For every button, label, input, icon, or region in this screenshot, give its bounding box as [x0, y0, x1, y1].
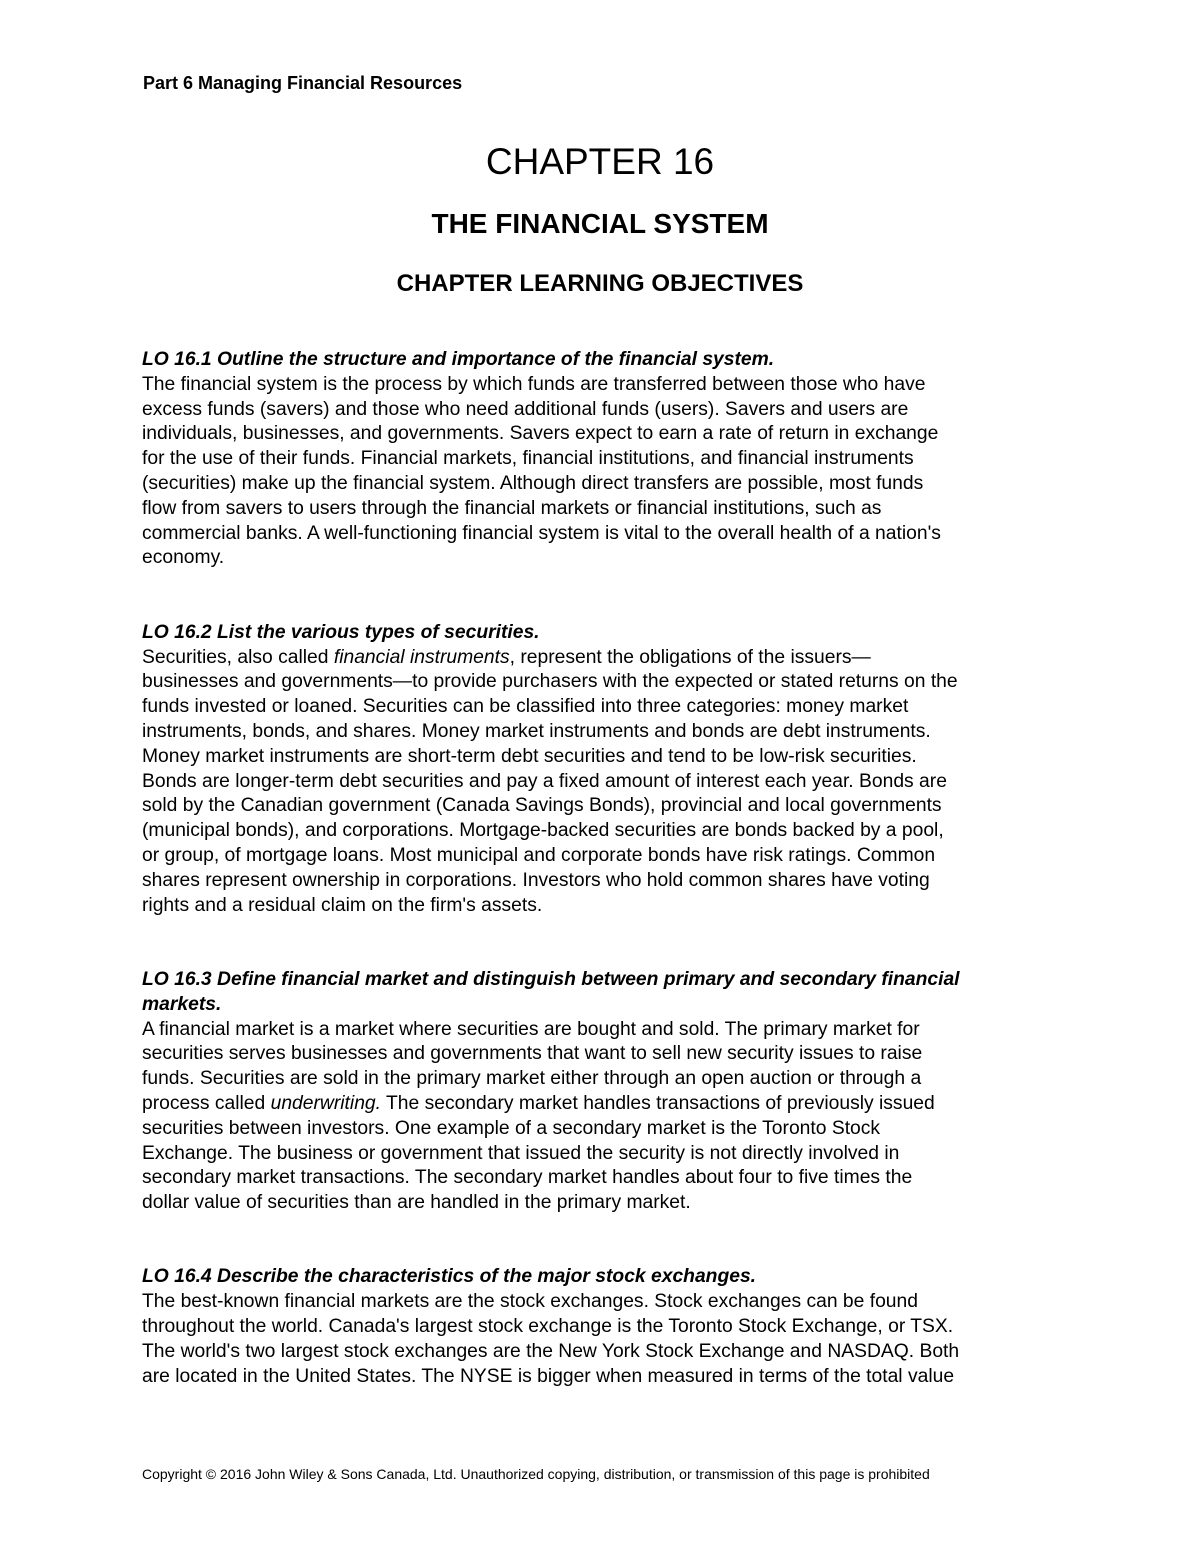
text-line: (securities) make up the financial system. Although direct transfers are possible, most funds: [142, 472, 924, 494]
text-line: businesses and governments—to provide purchasers with the expected or stated returns on the: [142, 671, 958, 693]
lo-16-1-heading: LO 16.1 Outline the structure and importance of the financial system.: [142, 349, 775, 370]
lo-16-4-text: [142, 1290, 1067, 1389]
text-line: (municipal bonds), and corporations. Mortgage-backed securities are bonds backed by a pool,: [142, 820, 944, 842]
lo-16-3-heading: [142, 968, 1067, 1018]
heading-line: markets.: [142, 993, 222, 1015]
copyright-footer: Copyright © 2016 John Wiley & Sons Canada, Ltd. Unauthorized copying, distribution, or transmission of this page is prohibited: [142, 1466, 930, 1482]
lo-16-4-heading: LO 16.4 Describe the characteristics of the major stock exchanges.: [142, 1266, 757, 1288]
lo-16-2-heading: LO 16.2 List the various types of securities.: [142, 621, 540, 643]
text-line: instruments, bonds, and shares. Money market instruments and bonds are debt instruments.: [142, 720, 931, 742]
text-line: Bonds are longer-term debt securities and pay a fixed amount of interest each year. Bonds are: [142, 770, 947, 792]
body-text: [142, 348, 1067, 1389]
text-line: are located in the United States. The NYSE is bigger when measured in terms of the total value: [142, 1365, 955, 1387]
text-line: The best-known financial markets are the stock exchanges. Stock exchanges can be found: [142, 1291, 918, 1313]
running-header: Part 6 Managing Financial Resources: [143, 73, 463, 93]
lo-16-1-section: [142, 348, 1067, 571]
text-line: secondary market transactions. The secondary market handles about four to five times the: [142, 1167, 913, 1189]
text-line: excess funds (savers) and those who need additional funds (users). Savers and users are: [142, 398, 909, 420]
lo-16-3-text: [142, 1018, 1067, 1216]
lo-16-2-text: [142, 646, 1067, 919]
text-line: shares represent ownership in corporations. Investors who hold common shares have voting: [142, 869, 930, 891]
text-line: funds. Securities are sold in the primary market either through an open auction or through a: [142, 1068, 922, 1090]
text-line: funds invested or loaned. Securities can be classified into three categories: money market: [142, 696, 909, 718]
text-line: commercial banks. A well-functioning financial system is vital to the overall health of a nation's: [142, 522, 941, 544]
text-line: or group, of mortgage loans. Most municipal and corporate bonds have risk ratings. Common: [142, 844, 936, 866]
text-run: The secondary market handles transactions of previously issued: [381, 1092, 935, 1114]
text-line: [142, 646, 1067, 671]
chapter-title: THE FINANCIAL SYSTEM: [431, 208, 769, 239]
chapter-number: CHAPTER 16: [485, 141, 715, 182]
text-run: , represent the obligations of the issuers—: [509, 646, 871, 668]
lo-16-1-text: [142, 373, 1067, 571]
text-line: throughout the world. Canada's largest stock exchange is the Toronto Stock Exchange, or TSX.: [142, 1316, 954, 1338]
text-run: process called: [142, 1092, 271, 1114]
text-line: [142, 1092, 1067, 1117]
text-run: Securities, also called: [142, 646, 334, 668]
text-line: dollar value of securities than are handled in the primary market.: [142, 1192, 691, 1214]
text-line: for the use of their funds. Financial markets, financial institutions, and financial instruments: [142, 448, 914, 470]
objectives-heading: CHAPTER LEARNING OBJECTIVES: [396, 270, 804, 297]
text-line: rights and a residual claim on the firm's assets.: [142, 894, 543, 916]
lo-16-3-section: [142, 968, 1067, 1216]
text-line: securities serves businesses and governments that want to sell new security issues to raise: [142, 1043, 923, 1065]
text-line: sold by the Canadian government (Canada Savings Bonds), provincial and local governments: [142, 795, 942, 817]
text-line: Money market instruments are short-term debt securities and tend to be low-risk securities.: [142, 745, 917, 767]
text-line: flow from savers to users through the financial markets or financial institutions, such as: [142, 497, 882, 519]
text-line: economy.: [142, 547, 225, 569]
text-line: Exchange. The business or government that issued the security is not directly involved in: [142, 1142, 900, 1164]
lo-16-4-section: [142, 1265, 1067, 1389]
lo-16-2-section: [142, 621, 1067, 919]
text-line: individuals, businesses, and governments. Savers expect to earn a rate of return in exchange: [142, 423, 939, 445]
text-line: The financial system is the process by which funds are transferred between those who have: [142, 373, 926, 395]
emphasized-term: underwriting.: [270, 1092, 381, 1114]
emphasized-term: financial instruments: [333, 646, 510, 668]
heading-line: LO 16.3 Define financial market and distinguish between primary and secondary financial: [142, 968, 960, 990]
text-line: securities between investors. One example of a secondary market is the Toronto Stock: [142, 1117, 881, 1139]
text-line: The world's two largest stock exchanges are the New York Stock Exchange and NASDAQ. Both: [142, 1340, 960, 1362]
text-line: A financial market is a market where securities are bought and sold. The primary market for: [142, 1018, 920, 1040]
